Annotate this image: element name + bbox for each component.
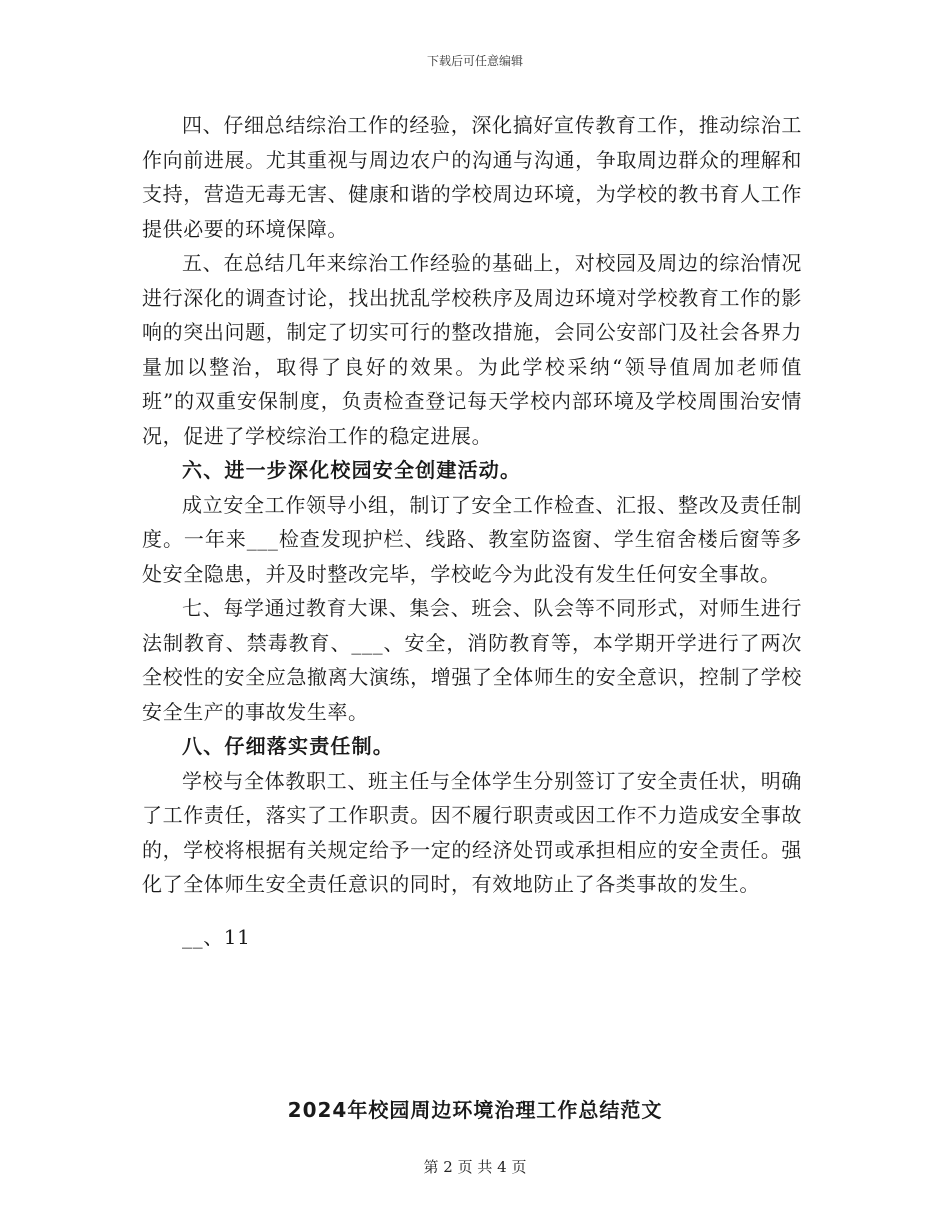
page-header: 下载后可任意编辑	[426, 54, 523, 68]
paragraph-section-5: 五、在总结几年来综治工作经验的基础上，对校园及周边的综治情况进行深化的调查讨论，找出扰乱学校秩序及周边环境对学校教育工作的影响的突出问题，制定了切实可行的整改措施，会同公安部门及社会各界力量加以整治，取得了良好的效果。为此学校采纳“领导值周加老师值班”的双重安保制度，负责检查登记每天学校内部环境及学校周围治安情况，促进了学校综治工作的稳定进展。	[142, 251, 802, 448]
heading-section-6: 六、进一步深化校园安全创建活动。	[182, 458, 522, 482]
heading-section-8: 八、仔细落实责任制。	[182, 734, 394, 758]
paragraph-section-6-body: 成立安全工作领导小组，制订了安全工作检查、汇报、整改及责任制度。一年来___检查发现护栏、线路、教室防盗窗、学生宿舍楼后窗等多处安全隐患，并及时整改完毕，学校屹今为此没有发生任何安全事故。	[142, 492, 802, 586]
paragraph-date-fragment: __、11	[182, 924, 251, 949]
paragraph-section-8-body: 学校与全体教职工、班主任与全体学生分别签订了安全责任状，明确了工作责任，落实了工作职责。因不履行职责或因工作不力造成安全事故的，学校将根据有关规定给予一定的经济处罚或承担相应的安全责任。强化了全体师生安全责任意识的同时，有效地防止了各类事故的发生。	[142, 768, 802, 896]
document-body	[142, 108, 802, 954]
document-title: 2024年校园周边环境治理工作总结范文	[287, 1098, 663, 1122]
paragraph-section-7: 七、每学通过教育大课、集会、班会、队会等不同形式，对师生进行法制教育、禁毒教育、___、安全，消防教育等，本学期开学进行了两次全校性的安全应急撤离大演练，增强了全体师生的安全意识，控制了学校安全生产的事故发生率。	[142, 596, 802, 724]
page-number-footer: 第 2 页 共 4 页	[423, 1158, 527, 1176]
paragraph-section-4: 四、仔细总结综治工作的经验，深化搞好宣传教育工作，推动综治工作向前进展。尤其重视与周边农户的沟通与沟通，争取周边群众的理解和支持，营造无毒无害、健康和谐的学校周边环境，为学校的教书育人工作提供必要的环境保障。	[142, 113, 802, 241]
